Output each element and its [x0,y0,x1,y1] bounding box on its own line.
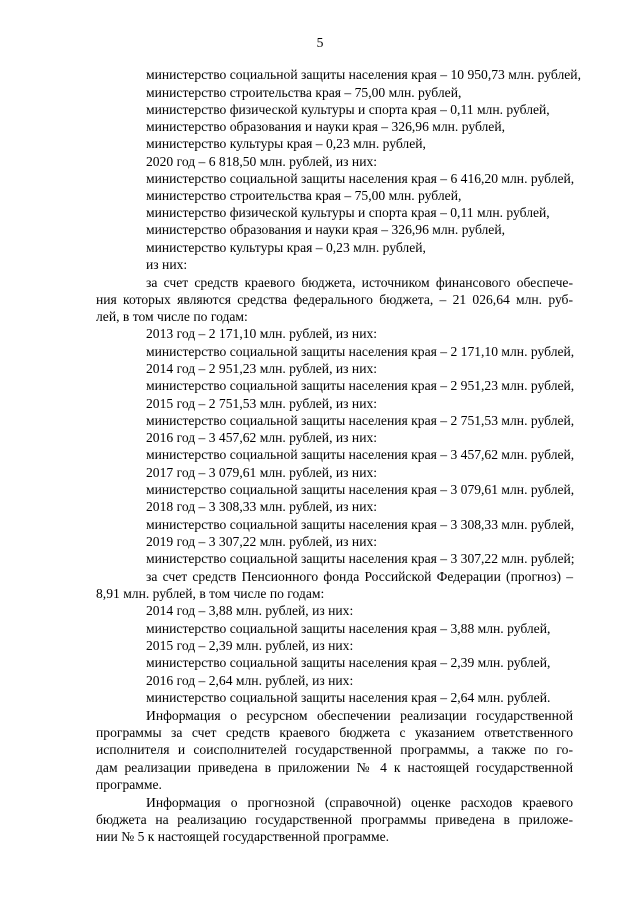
text-line: за счет средств краевого бюджета, источником финансового обеспече- [146,275,573,290]
text-line: министерство социальной защиты населения края – 3 457,62 млн. рублей, [146,447,575,462]
text-line: министерство образования и науки края – 326,96 млн. рублей, [146,119,506,134]
text-line: министерство физической культуры и спорта края – 0,11 млн. рублей, [146,102,550,117]
text-line: 2014 год – 3,88 млн. рублей, из них: [146,603,354,618]
text-line: нии № 5 к настоящей государственной программе. [96,829,390,844]
text-line: министерство образования и науки края – 326,96 млн. рублей, [146,222,506,237]
text-line: из них: [146,257,188,272]
text-line: министерство культуры края – 0,23 млн. рублей, [146,136,426,151]
text-line: министерство социальной защиты населения края – 2,64 млн. рублей. [146,690,551,705]
text-line: министерство социальной защиты населения края – 2 951,23 млн. рублей, [146,378,575,393]
text-line: министерство строительства края – 75,00 млн. рублей, [146,85,462,100]
page-number: 5 [316,35,324,50]
text-line: Информация о ресурсном обеспечении реализации государственной [146,708,573,723]
text-line: 2020 год – 6 818,50 млн. рублей, из них: [146,154,378,169]
text-line: министерство социальной защиты населения края – 10 950,73 млн. рублей, [146,67,581,82]
text-line: Информация о прогнозной (справочной) оценке расходов краевого [146,795,573,810]
text-line: лей, в том числе по годам: [96,309,248,324]
text-line: министерство социальной защиты населения края – 2 751,53 млн. рублей, [146,413,575,428]
text-line: 2014 год – 2 951,23 млн. рублей, из них: [146,361,378,376]
text-line: бюджета на реализацию государственной программы приведена в приложе- [96,812,573,827]
text-line: министерство строительства края – 75,00 млн. рублей, [146,188,462,203]
text-line: 2016 год – 2,64 млн. рублей, из них: [146,673,354,688]
text-line: 2019 год – 3 307,22 млн. рублей, из них: [146,534,378,549]
text-line: 2018 год – 3 308,33 млн. рублей, из них: [146,499,378,514]
text-line: министерство социальной защиты населения края – 2 171,10 млн. рублей, [146,344,575,359]
text-line: министерство культуры края – 0,23 млн. рублей, [146,240,426,255]
text-line: министерство физической культуры и спорта края – 0,11 млн. рублей, [146,205,550,220]
text-line: министерство социальной защиты населения края – 3 079,61 млн. рублей, [146,482,575,497]
text-line: 2015 год – 2 751,53 млн. рублей, из них: [146,396,378,411]
text-line: программы за счет средств краевого бюджета с указанием ответственного [96,725,573,740]
text-line: 2017 год – 3 079,61 млн. рублей, из них: [146,465,378,480]
text-line: министерство социальной защиты населения края – 6 416,20 млн. рублей, [146,171,575,186]
text-line: ния которых являются средства федерального бюджета, – 21 026,64 млн. руб- [96,292,573,307]
text-line: министерство социальной защиты населения края – 3,88 млн. рублей, [146,621,551,636]
text-line: программе. [96,777,162,792]
text-line: министерство социальной защиты населения края – 2,39 млн. рублей, [146,655,551,670]
text-line: 8,91 млн. рублей, в том числе по годам: [96,586,325,601]
text-line: 2015 год – 2,39 млн. рублей, из них: [146,638,354,653]
text-line: 2016 год – 3 457,62 млн. рублей, из них: [146,430,378,445]
text-line: за счет средств Пенсионного фонда Российской Федерации (прогноз) – [146,569,573,584]
text-line: министерство социальной защиты населения края – 3 307,22 млн. рублей; [146,551,575,566]
text-line: министерство социальной защиты населения края – 3 308,33 млн. рублей, [146,517,575,532]
text-line: дам реализации приведена в приложении № 4 к настоящей государственной [96,760,573,775]
text-line: 2013 год – 2 171,10 млн. рублей, из них: [146,326,378,341]
text-line: исполнителя и соисполнителей государственной программы, а также по го- [96,742,573,757]
